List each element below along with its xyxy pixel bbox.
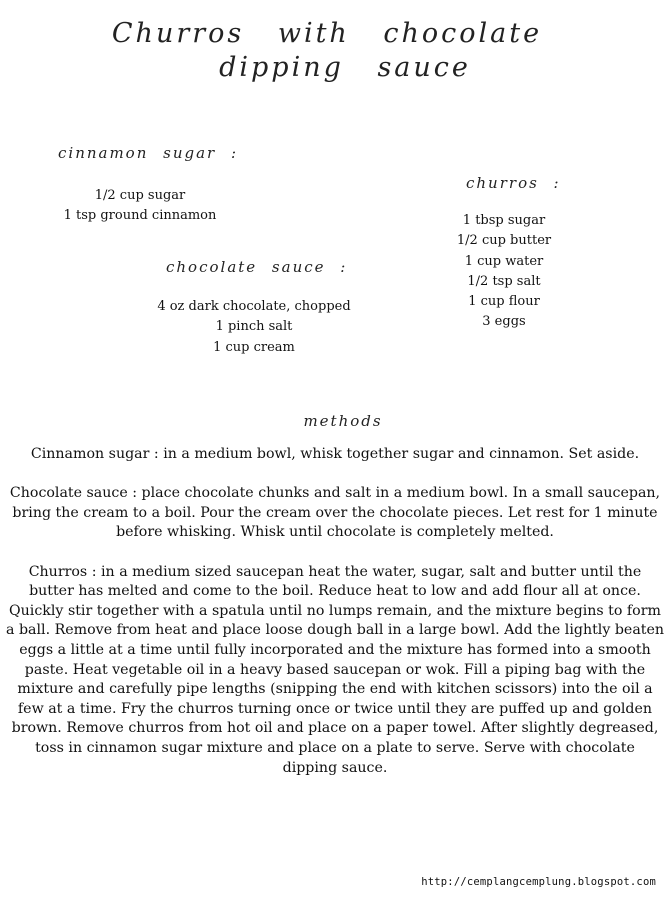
method-paragraph-cinnamon-sugar: Cinnamon sugar : in a medium bowl, whisk together sugar and cinnamon. Set aside. [30, 446, 640, 462]
cinnamon-sugar-ingredients [40, 186, 240, 227]
churros-heading: churros : [466, 174, 561, 192]
ingredient-item: 3 eggs [482, 314, 526, 330]
ingredient-item: 1 cup flour [468, 294, 540, 310]
source-url-link[interactable]: http://cemplangcemplung.blogspot.com [421, 876, 656, 888]
ingredient-item: 1 cup cream [213, 339, 295, 355]
method-paragraph-chocolate-sauce: Chocolate sauce : place chocolate chunks and salt in a medium bowl. In a small saucepan, bring the cream to a boil. Pour the cream over the chocolate pieces. Let rest for 1 minute before whisking. Whisk until chocolate is completely melted. [9, 485, 661, 541]
recipe-title-line-2: dipping sauce [219, 52, 471, 83]
ingredient-item: 1 tbsp sugar [462, 213, 546, 228]
ingredient-item: 4 oz dark chocolate, chopped [157, 299, 351, 314]
cinnamon-sugar-heading: cinnamon sugar : [58, 144, 239, 162]
ingredient-item: 1 cup water [464, 253, 544, 269]
chocolate-sauce-ingredients [154, 297, 354, 358]
methods-body [6, 445, 664, 798]
ingredient-item: 1/2 cup sugar [94, 188, 186, 203]
method-paragraph-churros: Churros : in a medium sized saucepan heat the water, sugar, salt and butter until the butter has melted and come to the boil. Reduce heat to low and add flour all at once. Quickly stir together with a spatula until no lumps remain, and the mixture begins to form a ball. Remove from heat and place loose dough ball in a large bowl. Add the lightly beaten eggs a little at a time until fully incorporated and the mixture has formed into a smooth paste. Heat vegetable oil in a heavy based saucepan or wok. Fill a piping bag with the mixture and carefully pipe lengths (snipping the end with kitchen scissors) into the oil a few at a time. Fry the churros turning once or twice until they are puffed up and golden brown. Remove churros from hot oil and place on a paper towel. After slightly degreased, toss in cinnamon sugar mixture and place on a plate to serve. Serve with chocolate dipping sauce. [6, 563, 665, 776]
chocolate-sauce-heading: chocolate sauce : [166, 258, 348, 276]
methods-heading: methods [303, 412, 383, 430]
ingredient-item: 1/2 tsp salt [467, 273, 541, 289]
churros-ingredients [404, 211, 604, 333]
ingredient-item: 1 tsp ground cinnamon [63, 208, 217, 224]
recipe-title-line-1: Churros with chocolate [111, 18, 543, 49]
ingredient-item: 1 pinch salt [215, 319, 293, 335]
ingredient-item: 1/2 cup butter [456, 233, 552, 249]
